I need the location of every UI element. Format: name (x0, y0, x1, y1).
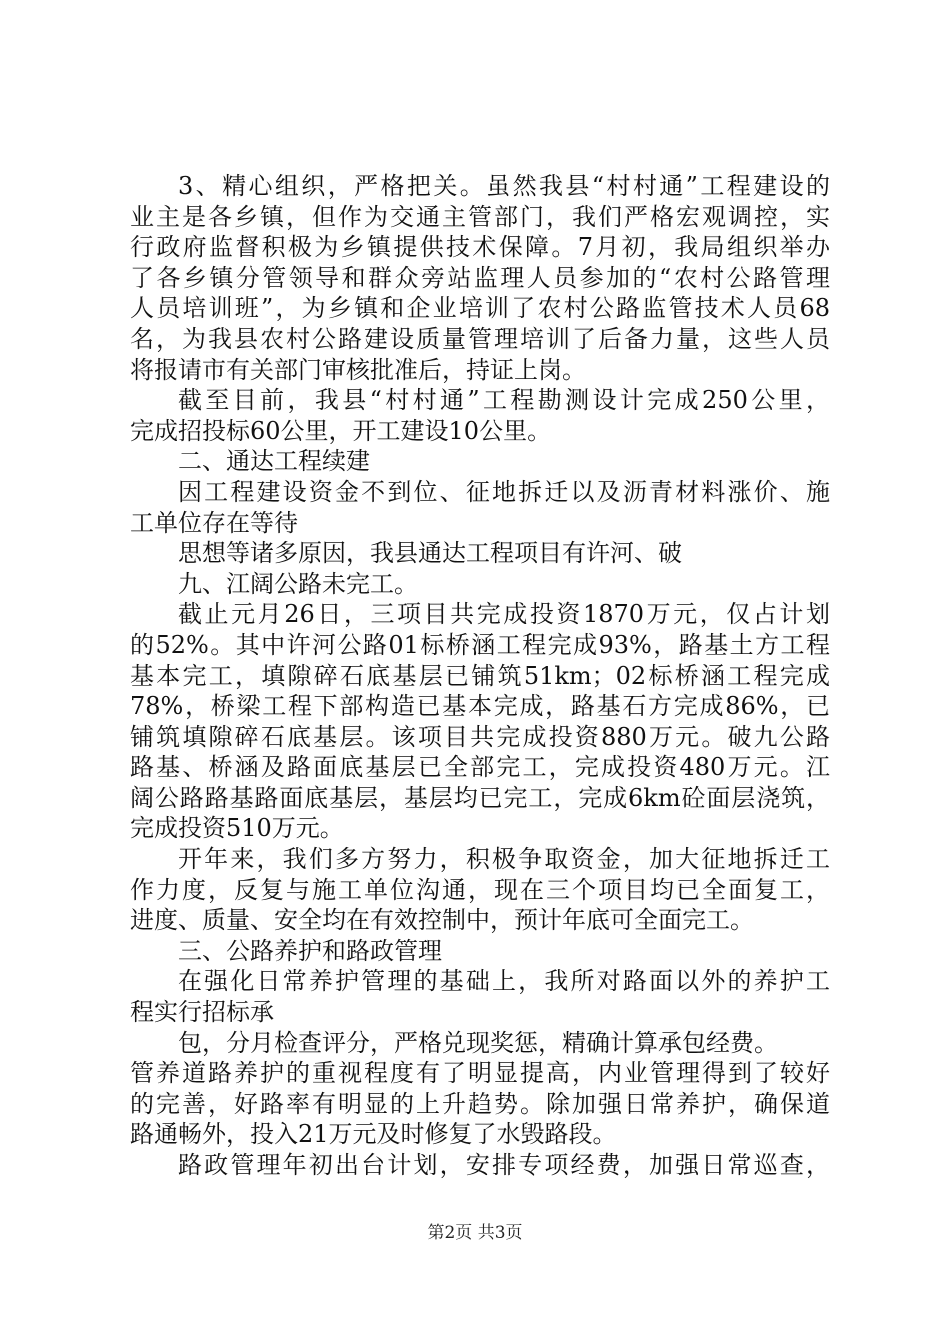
text-line: 的完善，好路率有明显的上升趋势。除加强日常养护，确保道 (130, 1089, 830, 1118)
text-line: 管养道路养护的重视程度有了明显提高，内业管理得到了较好 (130, 1059, 830, 1088)
text-line: 路通畅外，投入21万元及时修复了水毁路段。 (130, 1120, 617, 1149)
text-line: 业主是各乡镇，但作为交通主管部门，我们严格宏观调控，实 (130, 202, 830, 231)
text-line: 将报请市有关部门审核批准后，持证上岗。 (130, 355, 586, 384)
text-line: 程实行招标承 (130, 998, 274, 1027)
text-line: 包，分月检查评分，严格兑现奖惩，精确计算承包经费。 (178, 1028, 778, 1057)
section-heading: 三、公路养护和路政管理 (178, 936, 442, 965)
text-line: 铺筑填隙碎石底基层。该项目共完成投资880万元。破九公路 (130, 722, 830, 751)
text-line: 完成招投标60公里，开工建设10公里。 (130, 416, 552, 445)
text-line: 行政府监督积极为乡镇提供技术保障。7月初，我局组织举办 (130, 233, 830, 262)
text-line: 路基、桥涵及路面底基层已全部完工，完成投资480万元。江 (130, 753, 830, 782)
text-line: 基本完工，填隙碎石底基层已铺筑51km；02标桥涵工程完成 (130, 661, 830, 690)
text-line: 思想等诸多原因，我县通达工程项目有许河、破 (178, 539, 682, 568)
text-line: 进度、质量、安全均在有效控制中，预计年底可全面完工。 (130, 906, 754, 935)
text-line: 3、精心组织，严格把关。虽然我县“村村通”工程建设的 (178, 172, 830, 200)
text-line: 在强化日常养护管理的基础上，我所对路面以外的养护工 (178, 967, 830, 996)
text-line: 作力度，反复与施工单位沟通，现在三个项目均已全面复工， (130, 875, 830, 904)
text-line: 的52%。其中许河公路01标桥涵工程完成93%，路基土方工程 (130, 630, 830, 659)
section-heading: 二、通达工程续建 (178, 447, 370, 476)
text-line: 工单位存在等待 (130, 508, 298, 537)
text-line: 开年来，我们多方努力，积极争取资金，加大征地拆迁工 (178, 845, 830, 874)
text-line: 完成投资510万元。 (130, 814, 344, 843)
text-line: 人员培训班”，为乡镇和企业培训了农村公路监管技术人员68 (130, 294, 830, 323)
text-line: 78%，桥梁工程下部构造已基本完成，路基石方完成86%，已 (130, 692, 830, 721)
text-line: 九、江阔公路未完工。 (178, 569, 418, 598)
text-line: 名，为我县农村公路建设质量管理培训了后备力量，这些人员 (130, 324, 830, 353)
text-line: 因工程建设资金不到位、征地拆迁以及沥青材料涨价、施 (178, 477, 830, 506)
body-text (130, 171, 830, 1181)
text-line: 阔公路路基路面底基层，基层均已完工，完成6km砼面层浇筑， (130, 783, 830, 812)
page-number-footer: 第2页 共3页 (427, 1223, 523, 1243)
text-line: 路政管理年初出台计划，安排专项经费，加强日常巡查， (178, 1151, 830, 1179)
text-line: 截至目前，我县“村村通”工程勘测设计完成250公里， (178, 386, 830, 415)
text-line: 了各乡镇分管领导和群众旁站监理人员参加的“农村公路管理 (130, 263, 830, 292)
text-line: 截止元月26日，三项目共完成投资1870万元，仅占计划 (178, 600, 830, 629)
